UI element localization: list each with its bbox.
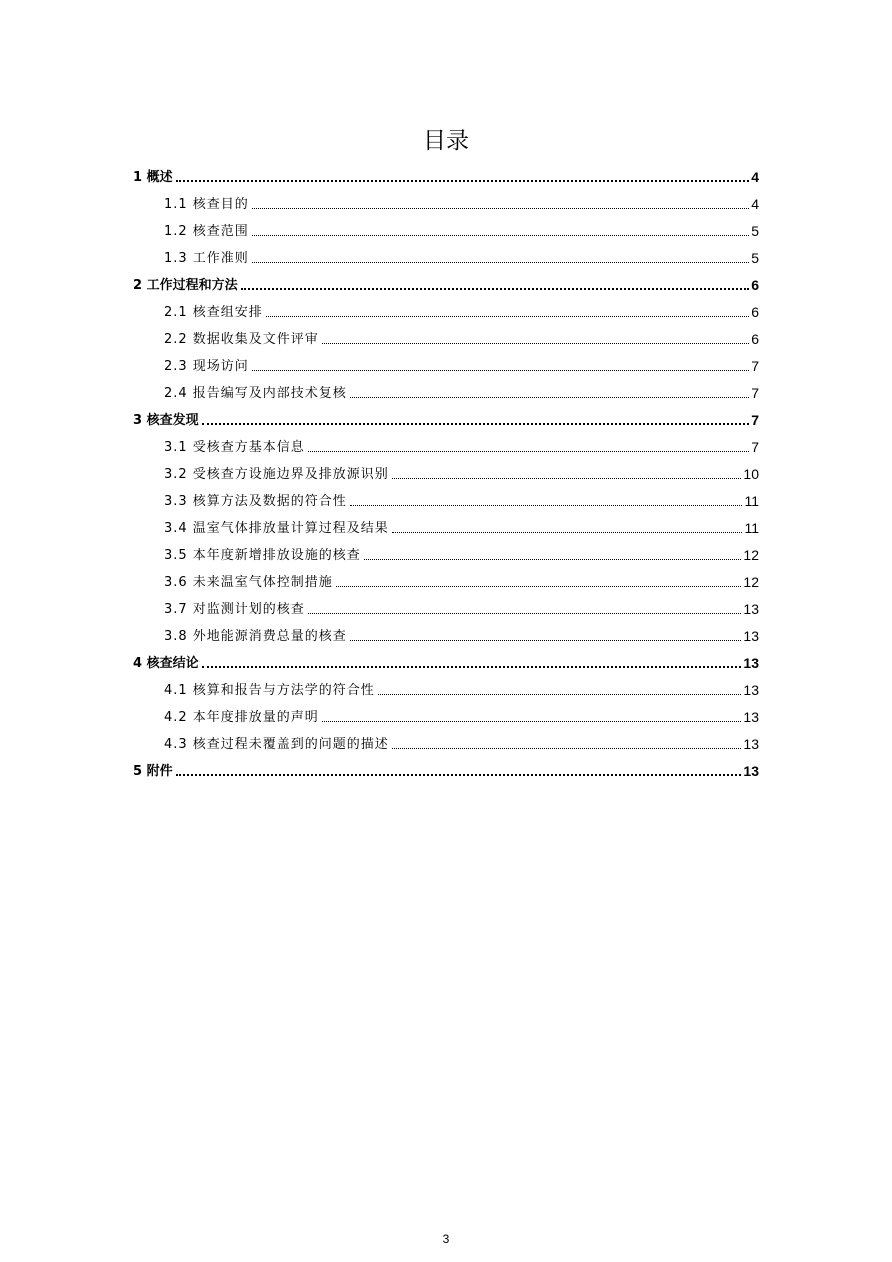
toc-entry-label: 3.8 外地能源消费总量的核查 (164, 629, 347, 644)
toc-section-entry[interactable] (133, 729, 759, 756)
toc-section-entry[interactable] (133, 378, 759, 405)
toc-entry-label: 2.4 报告编写及内部技术复核 (164, 386, 347, 401)
toc-entry-page-number: 13 (743, 655, 759, 671)
toc-entry-label: 3.1 受核查方基本信息 (164, 440, 305, 455)
toc-entry-label: 3.4 温室气体排放量计算过程及结果 (164, 521, 389, 536)
toc-dot-leader (364, 558, 742, 560)
toc-entry-page-number: 13 (743, 763, 759, 779)
toc-chapter-entry[interactable] (133, 756, 759, 783)
toc-entry-label: 5 附件 (133, 764, 173, 779)
toc-section-entry[interactable] (133, 351, 759, 378)
toc-dot-leader (266, 315, 749, 317)
toc-entry-label: 1.3 工作准则 (164, 251, 249, 266)
toc-dot-leader (322, 342, 749, 344)
toc-dot-leader (350, 396, 749, 398)
toc-section-entry[interactable] (133, 567, 759, 594)
toc-dot-leader (378, 693, 742, 695)
toc-entry-label: 4.1 核算和报告与方法学的符合性 (164, 683, 375, 698)
toc-entry-page-number: 7 (751, 439, 759, 455)
toc-entry-page-number: 11 (744, 493, 759, 509)
toc-dot-leader (241, 287, 750, 290)
toc-dot-leader (392, 531, 743, 533)
toc-entry-page-number: 4 (751, 196, 759, 212)
toc-dot-leader (322, 720, 742, 722)
toc-entry-label: 4 核查结论 (133, 656, 199, 671)
toc-chapter-entry[interactable] (133, 162, 759, 189)
toc-section-entry[interactable] (133, 675, 759, 702)
toc-chapter-entry[interactable] (133, 648, 759, 675)
toc-dot-leader (202, 422, 750, 425)
toc-entry-label: 3.5 本年度新增排放设施的核查 (164, 548, 361, 563)
toc-entry-label: 4.2 本年度排放量的声明 (164, 710, 319, 725)
toc-dot-leader (308, 612, 742, 614)
toc-dot-leader (308, 450, 749, 452)
toc-section-entry[interactable] (133, 621, 759, 648)
toc-dot-leader (252, 207, 749, 209)
toc-dot-leader (392, 747, 742, 749)
toc-entry-label: 2 工作过程和方法 (133, 278, 238, 293)
toc-entry-page-number: 7 (751, 412, 759, 428)
toc-section-entry[interactable] (133, 297, 759, 324)
toc-entry-page-number: 4 (751, 169, 759, 185)
toc-section-entry[interactable] (133, 513, 759, 540)
toc-dot-leader (252, 234, 749, 236)
toc-section-entry[interactable] (133, 540, 759, 567)
toc-entry-label: 3.3 核算方法及数据的符合性 (164, 494, 347, 509)
toc-entry-label: 1 概述 (133, 170, 173, 185)
toc-entry-label: 2.2 数据收集及文件评审 (164, 332, 319, 347)
toc-dot-leader (350, 639, 742, 641)
toc-dot-leader (202, 665, 742, 668)
toc-entry-page-number: 6 (751, 277, 759, 293)
toc-section-entry[interactable] (133, 486, 759, 513)
toc-entry-label: 2.1 核查组安排 (164, 305, 263, 320)
toc-entry-label: 3.2 受核查方设施边界及排放源识别 (164, 467, 389, 482)
toc-entry-page-number: 11 (744, 520, 759, 536)
toc-section-entry[interactable] (133, 216, 759, 243)
toc-entry-page-number: 5 (751, 223, 759, 239)
page-number: 3 (442, 1232, 450, 1246)
toc-entry-page-number: 12 (743, 574, 759, 590)
toc-section-entry[interactable] (133, 243, 759, 270)
toc-entry-page-number: 13 (743, 736, 759, 752)
toc-entry-page-number: 7 (751, 385, 759, 401)
toc-entry-page-number: 6 (751, 304, 759, 320)
toc-entry-page-number: 5 (751, 250, 759, 266)
toc-entry-page-number: 13 (743, 628, 759, 644)
toc-entry-label: 1.2 核查范围 (164, 224, 249, 239)
toc-section-entry[interactable] (133, 459, 759, 486)
toc-entry-label: 1.1 核查目的 (164, 197, 249, 212)
toc-entry-page-number: 10 (743, 466, 759, 482)
toc-entry-label: 3.6 未来温室气体控制措施 (164, 575, 333, 590)
toc-entry-label: 3 核查发现 (133, 413, 199, 428)
toc-dot-leader (392, 477, 742, 479)
toc-dot-leader (176, 773, 742, 776)
toc-entry-label: 4.3 核查过程未覆盖到的问题的描述 (164, 737, 389, 752)
toc-dot-leader (252, 369, 749, 371)
toc-entry-label: 2.3 现场访问 (164, 359, 249, 374)
toc-entry-page-number: 13 (743, 709, 759, 725)
toc-entry-page-number: 7 (751, 358, 759, 374)
toc-entry-page-number: 13 (743, 601, 759, 617)
table-of-contents (133, 162, 759, 783)
toc-dot-leader (176, 179, 750, 182)
toc-dot-leader (350, 504, 743, 506)
toc-section-entry[interactable] (133, 189, 759, 216)
toc-section-entry[interactable] (133, 594, 759, 621)
toc-entry-label: 3.7 对监测计划的核查 (164, 602, 305, 617)
toc-chapter-entry[interactable] (133, 405, 759, 432)
toc-chapter-entry[interactable] (133, 270, 759, 297)
toc-entry-page-number: 12 (743, 547, 759, 563)
toc-section-entry[interactable] (133, 432, 759, 459)
toc-section-entry[interactable] (133, 324, 759, 351)
toc-entry-page-number: 6 (751, 331, 759, 347)
toc-dot-leader (336, 585, 742, 587)
page-title: 目录 (423, 128, 469, 154)
toc-dot-leader (252, 261, 749, 263)
toc-entry-page-number: 13 (743, 682, 759, 698)
toc-section-entry[interactable] (133, 702, 759, 729)
